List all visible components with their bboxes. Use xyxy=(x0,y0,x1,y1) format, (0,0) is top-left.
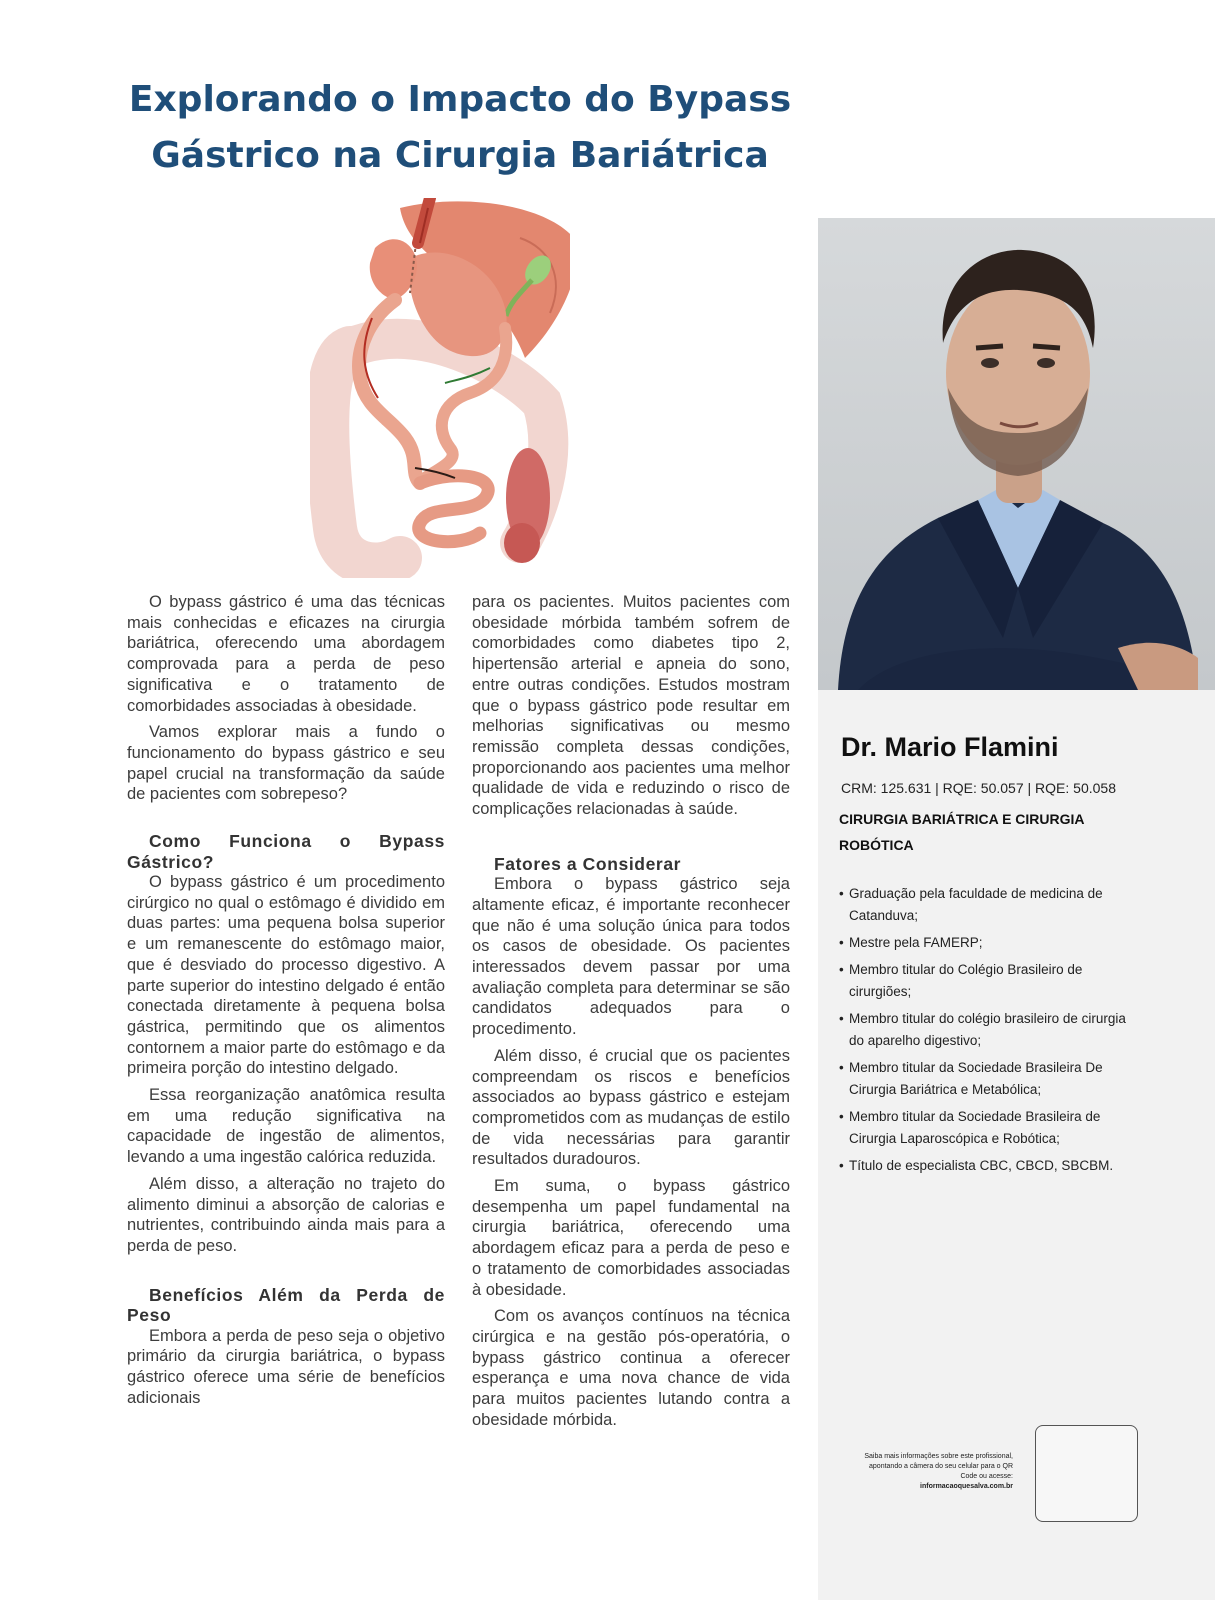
qualification-item: • Título de especialista CBC, CBCD, SBCBM. xyxy=(839,1155,1139,1177)
qualification-item: • Mestre pela FAMERP; xyxy=(839,932,1139,954)
heading-como-funciona: Como Funciona o Bypass Gástrico? xyxy=(127,831,445,872)
qr-text: Saiba mais informações sobre este profissional, apontando a câmera do seu celular para o QR Code ou acesse: xyxy=(864,1453,1013,1480)
col2-paragraph-1: para os pacientes. Muitos pacientes com obesidade mórbida também sofrem de comorbidades como diabetes tipo 2, hipertensão arterial e apneia do sono, entre outras condições. Estudos mostram que o bypass gástrico pode resultar em melhorias significativas ou mesmo remissão completa dessas condições, proporcionando aos pacientes uma melhor qualidade de vida e reduzindo o risco de complicações relacionadas à saúde. xyxy=(472,593,790,819)
col1-paragraph-6: Embora a perda de peso seja o objetivo primário da cirurgia bariátrica, o bypass gástrico oferece uma série de benefícios adicionais xyxy=(127,1326,445,1407)
col2-paragraph-4: Em suma, o bypass gástrico desempenha um papel fundamental na cirurgia bariátrica, oferecendo uma abordagem eficaz para a perda de peso e o tratamento de comorbidades associadas à obesidade. xyxy=(472,1177,790,1299)
qualification-item: • Membro titular da Sociedade Brasileira De Cirurgia Bariátrica e Metabólica; xyxy=(839,1057,1139,1101)
article-column-1 xyxy=(127,592,445,1415)
title-line-1: Explorando o Impacto do Bypass xyxy=(128,79,792,120)
col1-paragraph-4: Essa reorganização anatômica resulta em uma redução significativa na capacidade de ingestão de alimentos, levando a uma ingestão calórica reduzida. xyxy=(127,1086,445,1167)
col2-paragraph-2: Embora o bypass gástrico seja altamente eficaz, é importante reconhecer que não é uma solução única para todos os casos de obesidade. Os pacientes interessados devem passar por uma avaliação completa para determinar se são candidatos adequados para o procedimento. xyxy=(472,875,790,1039)
article-column-2 xyxy=(472,592,790,1437)
qr-code-frame[interactable] xyxy=(1035,1425,1138,1522)
heading-beneficios: Benefícios Além da Perda de Peso xyxy=(127,1284,445,1326)
title-line-2: Gástrico na Cirurgia Bariátrica xyxy=(151,135,769,176)
col2-paragraph-5: Com os avanços contínuos na técnica cirúrgica e na gestão pós-operatória, o bypass gástrico continua a oferecer esperança e uma nova chance de vida para muitos pacientes lutando contra a obesidade mórbida. xyxy=(472,1307,790,1429)
doctor-registrations: CRM: 125.631 | RQE: 50.057 | RQE: 50.058 xyxy=(841,780,1116,796)
col1-paragraph-1: O bypass gástrico é uma das técnicas mais conhecidas e eficazes na cirurgia bariátrica, oferecendo uma abordagem comprovada para a perda de peso significativa e o tratamento de comorbidades associadas à obesidade. xyxy=(127,593,445,715)
gastric-bypass-illustration xyxy=(310,198,570,578)
heading-fatores: Fatores a Considerar xyxy=(494,853,682,874)
doctor-specialty: CIRURGIA BARIÁTRICA E CIRURGIA ROBÓTICA xyxy=(839,811,1084,853)
col1-paragraph-3: O bypass gástrico é um procedimento cirúrgico no qual o estômago é dividido em duas partes: uma pequena bolsa superior e um remanescente do estômago maior, que é desviado do processo digestivo. A parte superior do intestino delgado é então conectada diretamente à pequena bolsa gástrica, permitindo que os alimentos contornem a maior parte do estômago e da primeira porção do intestino delgado. xyxy=(127,873,445,1078)
qr-site-link[interactable]: informacaoquesalva.com.br xyxy=(920,1483,1013,1490)
doctor-name: Dr. Mario Flamini xyxy=(841,732,1059,762)
col1-paragraph-5: Além disso, a alteração no trajeto do alimento diminui a absorção de calorias e nutrientes, contribuindo ainda mais para a perda de peso. xyxy=(127,1174,445,1255)
qualification-item: • Membro titular do Colégio Brasileiro de cirurgiões; xyxy=(839,959,1139,1003)
qualification-item: • Membro titular do colégio brasileiro de cirurgia do aparelho digestivo; xyxy=(839,1008,1139,1052)
qualification-item: • Membro titular da Sociedade Brasileira de Cirurgia Laparoscópica e Robótica; xyxy=(839,1106,1139,1150)
doctor-portrait xyxy=(818,218,1215,690)
col1-paragraph-2: Vamos explorar mais a fundo o funcionamento do bypass gástrico e seu papel crucial na transformação da saúde de pacientes com sobrepeso? xyxy=(127,723,445,804)
qualifications-list xyxy=(839,883,1139,1182)
article-title xyxy=(90,72,830,184)
qr-instructions xyxy=(860,1452,1013,1492)
qualification-item: • Graduação pela faculdade de medicina de Catanduva; xyxy=(839,883,1139,927)
col2-paragraph-3: Além disso, é crucial que os pacientes compreendam os riscos e benefícios associados ao bypass gástrico e estejam comprometidos com as mudanças de estilo de vida necessárias para garantir resultados duradouros. xyxy=(472,1046,790,1169)
